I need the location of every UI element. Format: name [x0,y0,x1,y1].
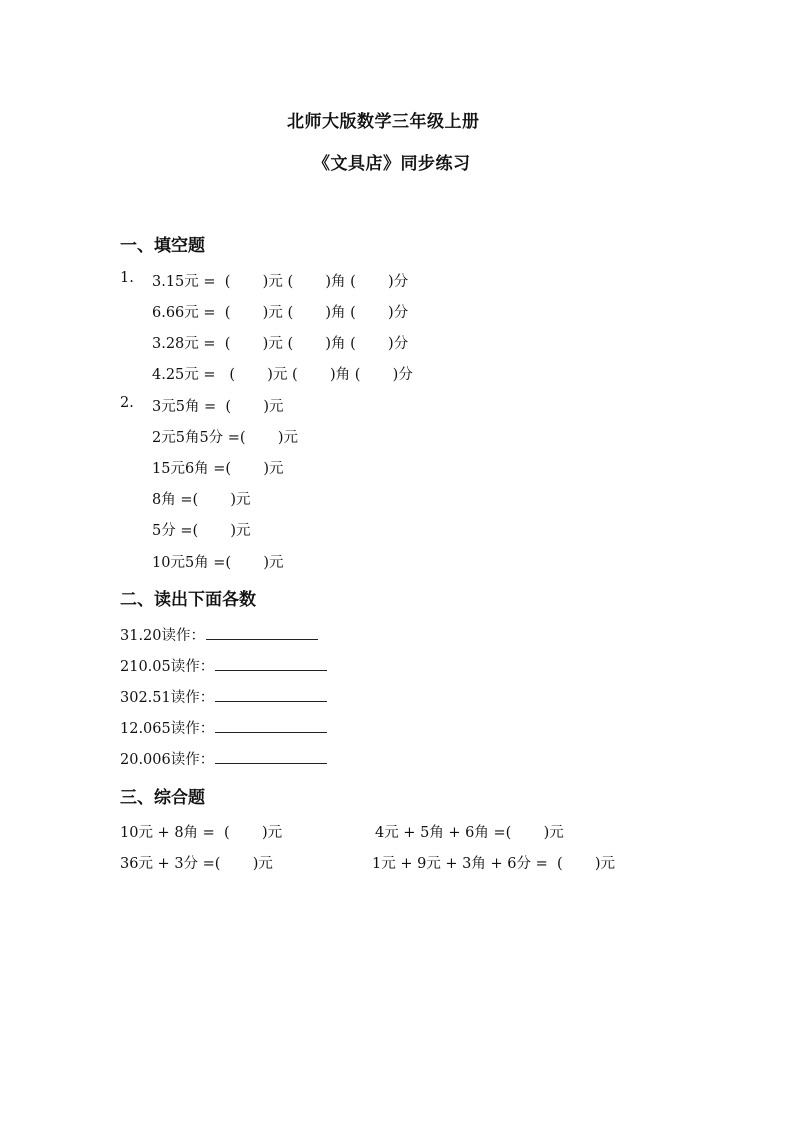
combined-q-row2-right: 1元 + 9元 + 3角 + 6分 = ( )元 [372,856,616,872]
q1-item-3: 3.28元 = ( )元 ( )角 ( )分 [152,336,409,352]
section1-heading: 一、填空题 [120,236,205,256]
q1-item-2: 6.66元 = ( )元 ( )角 ( )分 [152,305,409,321]
q1-item-1: 3.15元 = ( )元 ( )角 ( )分 [152,274,409,290]
question1-number: 1. [120,270,134,286]
q2-item-5: 5分 =( )元 [152,523,251,539]
answer-blank[interactable] [215,718,327,733]
read-item-3 [120,686,327,707]
answer-blank[interactable] [215,749,327,764]
q1-item-4: 4.25元 = ( )元 ( )角 ( )分 [152,367,413,383]
read-item-label: 20.006读作： [120,752,215,768]
answer-blank[interactable] [215,687,327,702]
q2-item-4: 8角 =( )元 [152,492,251,508]
section2-heading: 二、读出下面各数 [120,590,256,610]
answer-blank[interactable] [215,656,327,671]
combined-q-row2-left: 36元 + 3分 =( )元 [120,856,273,872]
combined-q-row1-left: 10元 + 8角 = ( )元 [120,825,283,841]
read-item-label: 210.05读作： [120,659,215,675]
question2-number: 2. [120,395,134,411]
page-subtitle: 《文具店》同步练习 [313,154,471,174]
read-item-5 [120,748,327,769]
q2-item-6: 10元5角 =( )元 [152,555,284,571]
combined-q-row1-right: 4元 + 5角 + 6角 =( )元 [375,825,564,841]
answer-blank[interactable] [206,625,318,640]
page-title: 北师大版数学三年级上册 [287,112,480,132]
read-item-label: 12.065读作： [120,721,215,737]
read-item-2 [120,655,327,676]
read-item-4 [120,717,327,738]
read-item-label: 31.20读作： [120,628,206,644]
section3-heading: 三、综合题 [120,788,205,808]
read-item-1 [120,624,318,645]
q2-item-1: 3元5角 = ( )元 [152,399,284,415]
read-item-label: 302.51读作： [120,690,215,706]
q2-item-3: 15元6角 =( )元 [152,461,284,477]
q2-item-2: 2元5角5分 =( )元 [152,430,299,446]
